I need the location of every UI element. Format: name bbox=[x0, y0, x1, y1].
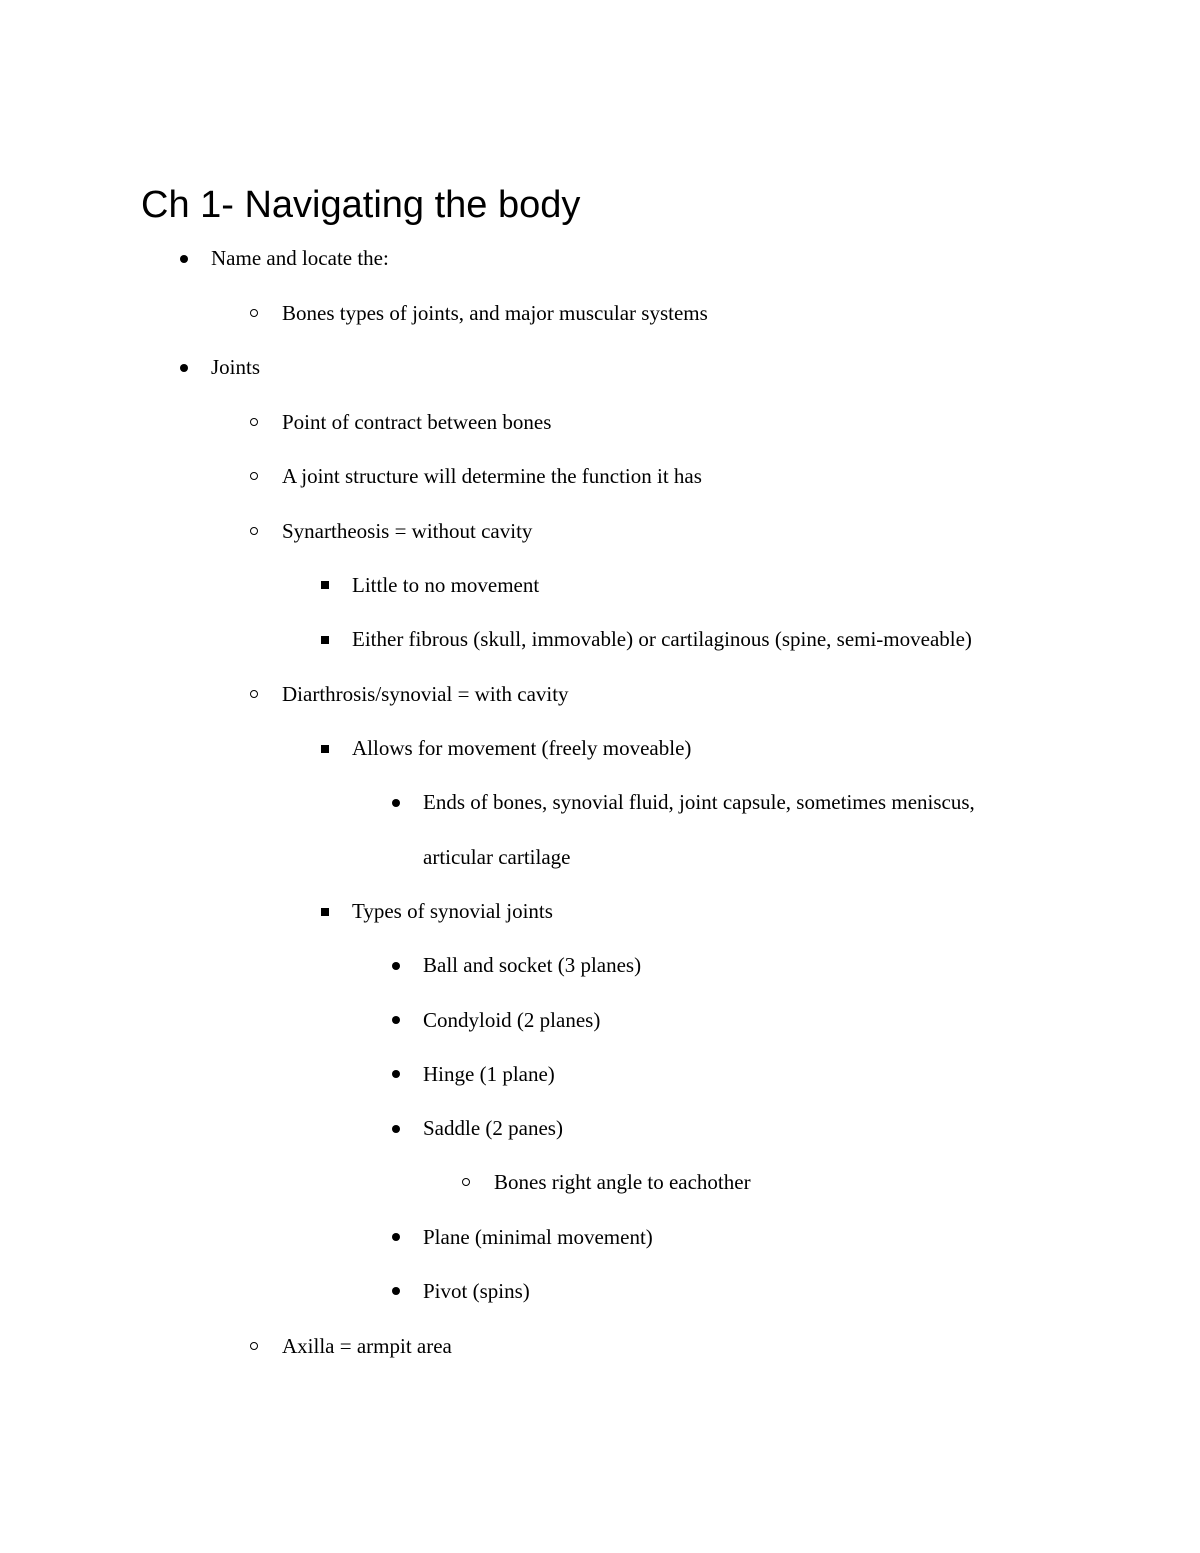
disc-bullet-icon bbox=[180, 255, 188, 263]
list-item: Point of contract between bones bbox=[282, 410, 552, 434]
list-item: Hinge (1 plane) bbox=[423, 1062, 555, 1086]
disc-bullet-icon bbox=[392, 1287, 400, 1295]
list-item: Ball and socket (3 planes) bbox=[423, 953, 642, 977]
list-item: Types of synovial joints bbox=[352, 899, 553, 923]
list-item: Plane (minimal movement) bbox=[423, 1225, 653, 1249]
disc-bullet-icon bbox=[180, 364, 188, 372]
list-item: Either fibrous (skull, immovable) or cartilaginous (spine, semi-moveable) bbox=[352, 627, 972, 651]
disc-bullet-icon bbox=[392, 1070, 400, 1078]
list-item: Axilla = armpit area bbox=[282, 1334, 452, 1358]
list-item: A joint structure will determine the function it has bbox=[282, 464, 702, 488]
list-item: Joints bbox=[211, 355, 261, 379]
square-bullet-icon bbox=[321, 745, 329, 753]
list-item: Saddle (2 panes) bbox=[423, 1116, 563, 1140]
circle-bullet-icon bbox=[250, 690, 258, 698]
list-item: Ends of bones, synovial fluid, joint capsule, sometimes meniscus, bbox=[423, 790, 975, 814]
list-item: Allows for movement (freely moveable) bbox=[352, 736, 692, 760]
square-bullet-icon bbox=[321, 908, 329, 916]
disc-bullet-icon bbox=[392, 1125, 400, 1133]
circle-bullet-icon bbox=[250, 1342, 258, 1350]
circle-bullet-icon bbox=[250, 472, 258, 480]
square-bullet-icon bbox=[321, 636, 329, 644]
list-item: Condyloid (2 planes) bbox=[423, 1008, 601, 1032]
disc-bullet-icon bbox=[392, 799, 400, 807]
circle-bullet-icon bbox=[250, 309, 258, 317]
disc-bullet-icon bbox=[392, 1233, 400, 1241]
square-bullet-icon bbox=[321, 581, 329, 589]
disc-bullet-icon bbox=[392, 1016, 400, 1024]
page-title: Ch 1- Navigating the body bbox=[141, 184, 581, 226]
list-item: Name and locate the: bbox=[211, 246, 389, 270]
list-item: Diarthrosis/synovial = with cavity bbox=[282, 682, 569, 706]
circle-bullet-icon bbox=[462, 1178, 470, 1186]
list-item-continuation: articular cartilage bbox=[423, 845, 571, 869]
list-item: Little to no movement bbox=[352, 573, 540, 597]
list-item: Pivot (spins) bbox=[423, 1279, 530, 1303]
disc-bullet-icon bbox=[392, 962, 400, 970]
list-item: Synartheosis = without cavity bbox=[282, 519, 533, 543]
circle-bullet-icon bbox=[250, 527, 258, 535]
circle-bullet-icon bbox=[250, 418, 258, 426]
list-item: Bones right angle to eachother bbox=[494, 1170, 751, 1194]
list-item: Bones types of joints, and major muscular systems bbox=[282, 301, 708, 325]
